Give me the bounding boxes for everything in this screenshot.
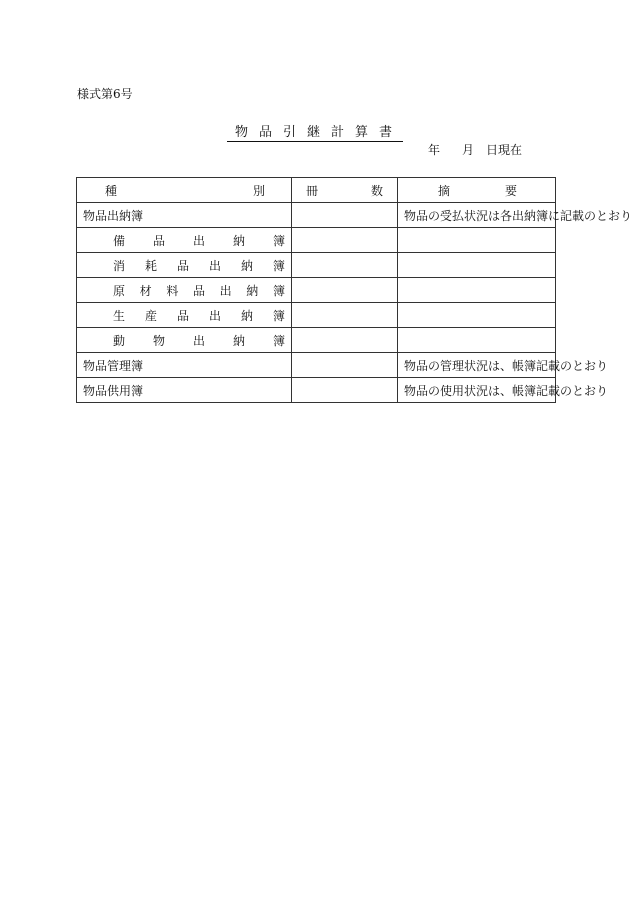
glyph: 産 [144, 308, 157, 323]
cell-note [398, 303, 556, 328]
glyph: 納 [232, 233, 245, 248]
glyph: 冊 [306, 183, 319, 198]
cell-kind: 物品管理簿 [77, 353, 292, 378]
date-day-status: 日現在 [486, 143, 523, 157]
cell-note [398, 253, 556, 278]
cell-kind: 物品供用簿 [77, 378, 292, 403]
cell-count [292, 203, 398, 228]
glyph: 納 [232, 333, 245, 348]
table-row [77, 328, 556, 353]
cell-note [398, 328, 556, 353]
cell-kind-text [113, 332, 285, 349]
cell-kind [77, 278, 292, 303]
glyph: 品 [176, 308, 189, 323]
cell-count [292, 228, 398, 253]
glyph: 別 [252, 183, 265, 198]
cell-count [292, 253, 398, 278]
glyph: 品 [192, 283, 205, 298]
glyph: 簿 [272, 283, 285, 298]
cell-kind: 物品出納簿 [77, 203, 292, 228]
glyph: 料 [166, 283, 179, 298]
ledger-body [77, 203, 632, 403]
cell-count [292, 303, 398, 328]
glyph: 数 [370, 183, 383, 198]
glyph: 出 [219, 283, 232, 298]
cell-kind-text [113, 307, 285, 324]
table-row [77, 203, 556, 228]
cell-count [292, 353, 398, 378]
glyph: 消 [113, 258, 126, 273]
glyph: 出 [192, 233, 205, 248]
cell-kind [77, 228, 292, 253]
glyph: 簿 [272, 258, 285, 273]
cell-note: 物品の使用状況は、帳簿記載のとおり [398, 378, 556, 403]
cell-count [292, 378, 398, 403]
glyph: 摘 [438, 183, 451, 198]
header-count [292, 178, 398, 203]
cell-kind-text [113, 232, 285, 249]
glyph: 生 [113, 308, 126, 323]
header-note-text [438, 182, 517, 199]
glyph: 納 [240, 258, 253, 273]
glyph: 出 [192, 333, 205, 348]
cell-note: 物品の受払状況は各出納簿に記載のとおり [398, 203, 556, 228]
document-title-wrapper [0, 121, 630, 142]
glyph: 要 [504, 183, 517, 198]
glyph: 耗 [144, 258, 157, 273]
cell-kind-text [113, 257, 285, 274]
date-month: 月 [462, 143, 475, 157]
glyph: 原 [113, 283, 126, 298]
glyph: 納 [240, 308, 253, 323]
document-title: 物品引継計算書 [227, 121, 403, 142]
glyph: 簿 [272, 308, 285, 323]
table-row [77, 353, 556, 378]
glyph: 簿 [272, 333, 285, 348]
glyph: 品 [152, 233, 165, 248]
cell-count [292, 278, 398, 303]
cell-note: 物品の管理状況は、帳簿記載のとおり [398, 353, 556, 378]
glyph: 備 [113, 233, 126, 248]
glyph: 材 [139, 283, 152, 298]
cell-note [398, 278, 556, 303]
cell-kind [77, 303, 292, 328]
cell-note [398, 228, 556, 253]
table-row [77, 253, 556, 278]
cell-kind [77, 328, 292, 353]
cell-kind [77, 253, 292, 278]
glyph: 納 [246, 283, 259, 298]
header-kind-text [105, 182, 265, 199]
table-row [77, 303, 556, 328]
header-count-text [306, 182, 383, 199]
cell-kind-text [113, 282, 285, 299]
table-header-row [77, 178, 556, 203]
header-kind [77, 178, 292, 203]
date-year: 年 [428, 143, 441, 157]
table-row [77, 378, 556, 403]
header-note [398, 178, 556, 203]
cell-count [292, 328, 398, 353]
form-number: 様式第6号 [77, 87, 133, 101]
handover-ledger-table [76, 177, 632, 403]
glyph: 動 [113, 333, 126, 348]
table-row [77, 278, 556, 303]
table-row [77, 228, 556, 253]
glyph: 出 [208, 308, 221, 323]
glyph: 出 [208, 258, 221, 273]
glyph: 品 [176, 258, 189, 273]
glyph: 物 [152, 333, 165, 348]
glyph: 種 [105, 183, 118, 198]
glyph: 簿 [272, 233, 285, 248]
